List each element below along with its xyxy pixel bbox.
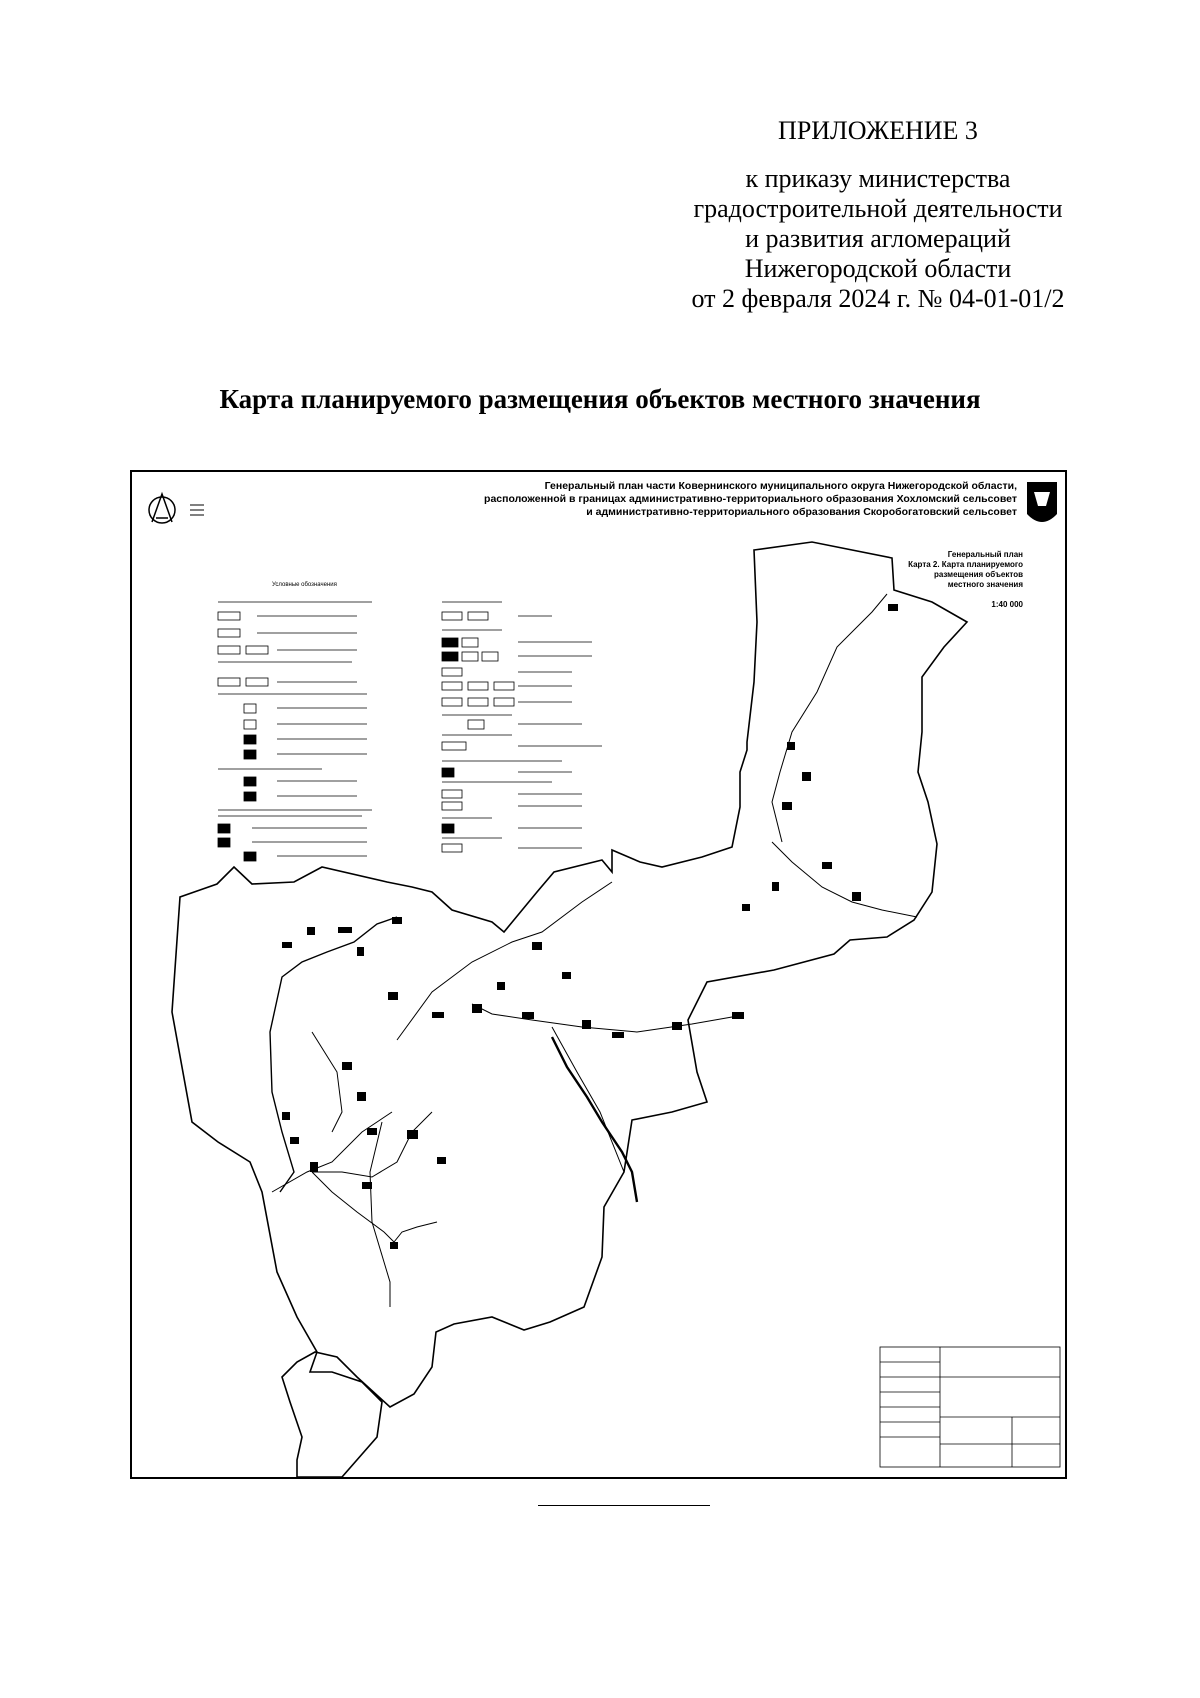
appendix-line: от 2 февраля 2024 г. № 04-01-01/2 bbox=[691, 284, 1065, 313]
map-subtitle-line: Карта 2. Карта планируемого bbox=[908, 560, 1023, 569]
map-header-line: Генеральный план части Ковернинского муниципального округа Нижегородской области, bbox=[544, 480, 1017, 492]
scale-bar-icon bbox=[190, 505, 204, 515]
map-subtitle-line: размещения объектов bbox=[933, 570, 1023, 579]
map-header-line: и административно-территориального образования Скоробогатовский сельсовет bbox=[586, 506, 1017, 518]
map-sheet bbox=[130, 470, 1067, 1479]
map-drawing bbox=[132, 472, 1067, 1479]
legend-block bbox=[218, 602, 602, 861]
map-subtitle-line: местного значения bbox=[947, 580, 1023, 589]
river bbox=[270, 917, 397, 1192]
appendix-heading: ПРИЛОЖЕНИЕ 3 bbox=[778, 116, 978, 145]
map-header-line: расположенной в границах административно-территориального образования Хохломский сельсовет bbox=[484, 493, 1017, 505]
north-arrow-icon bbox=[149, 494, 175, 523]
appendix-line: и развития агломераций bbox=[745, 224, 1011, 253]
appendix-line: градостроительной деятельности bbox=[693, 194, 1063, 223]
appendix-line: к приказу министерства bbox=[745, 164, 1011, 193]
appendix-block bbox=[668, 116, 1088, 314]
legend-title: Условные обозначения bbox=[272, 582, 337, 588]
major-road bbox=[552, 1037, 637, 1202]
appendix-line: Нижегородской области bbox=[744, 254, 1012, 283]
map-subtitle-line: Генеральный план bbox=[947, 550, 1023, 559]
road-network bbox=[272, 594, 917, 1307]
map-subtitle bbox=[863, 550, 1023, 590]
title-block bbox=[880, 1347, 1060, 1467]
bottom-rule bbox=[538, 1505, 710, 1506]
coat-of-arms-icon bbox=[1027, 482, 1057, 522]
document-title: Карта планируемого размещения объектов местного значения bbox=[219, 384, 981, 414]
map-scale: 1:40 000 bbox=[991, 600, 1023, 609]
map-header bbox=[392, 480, 1017, 519]
